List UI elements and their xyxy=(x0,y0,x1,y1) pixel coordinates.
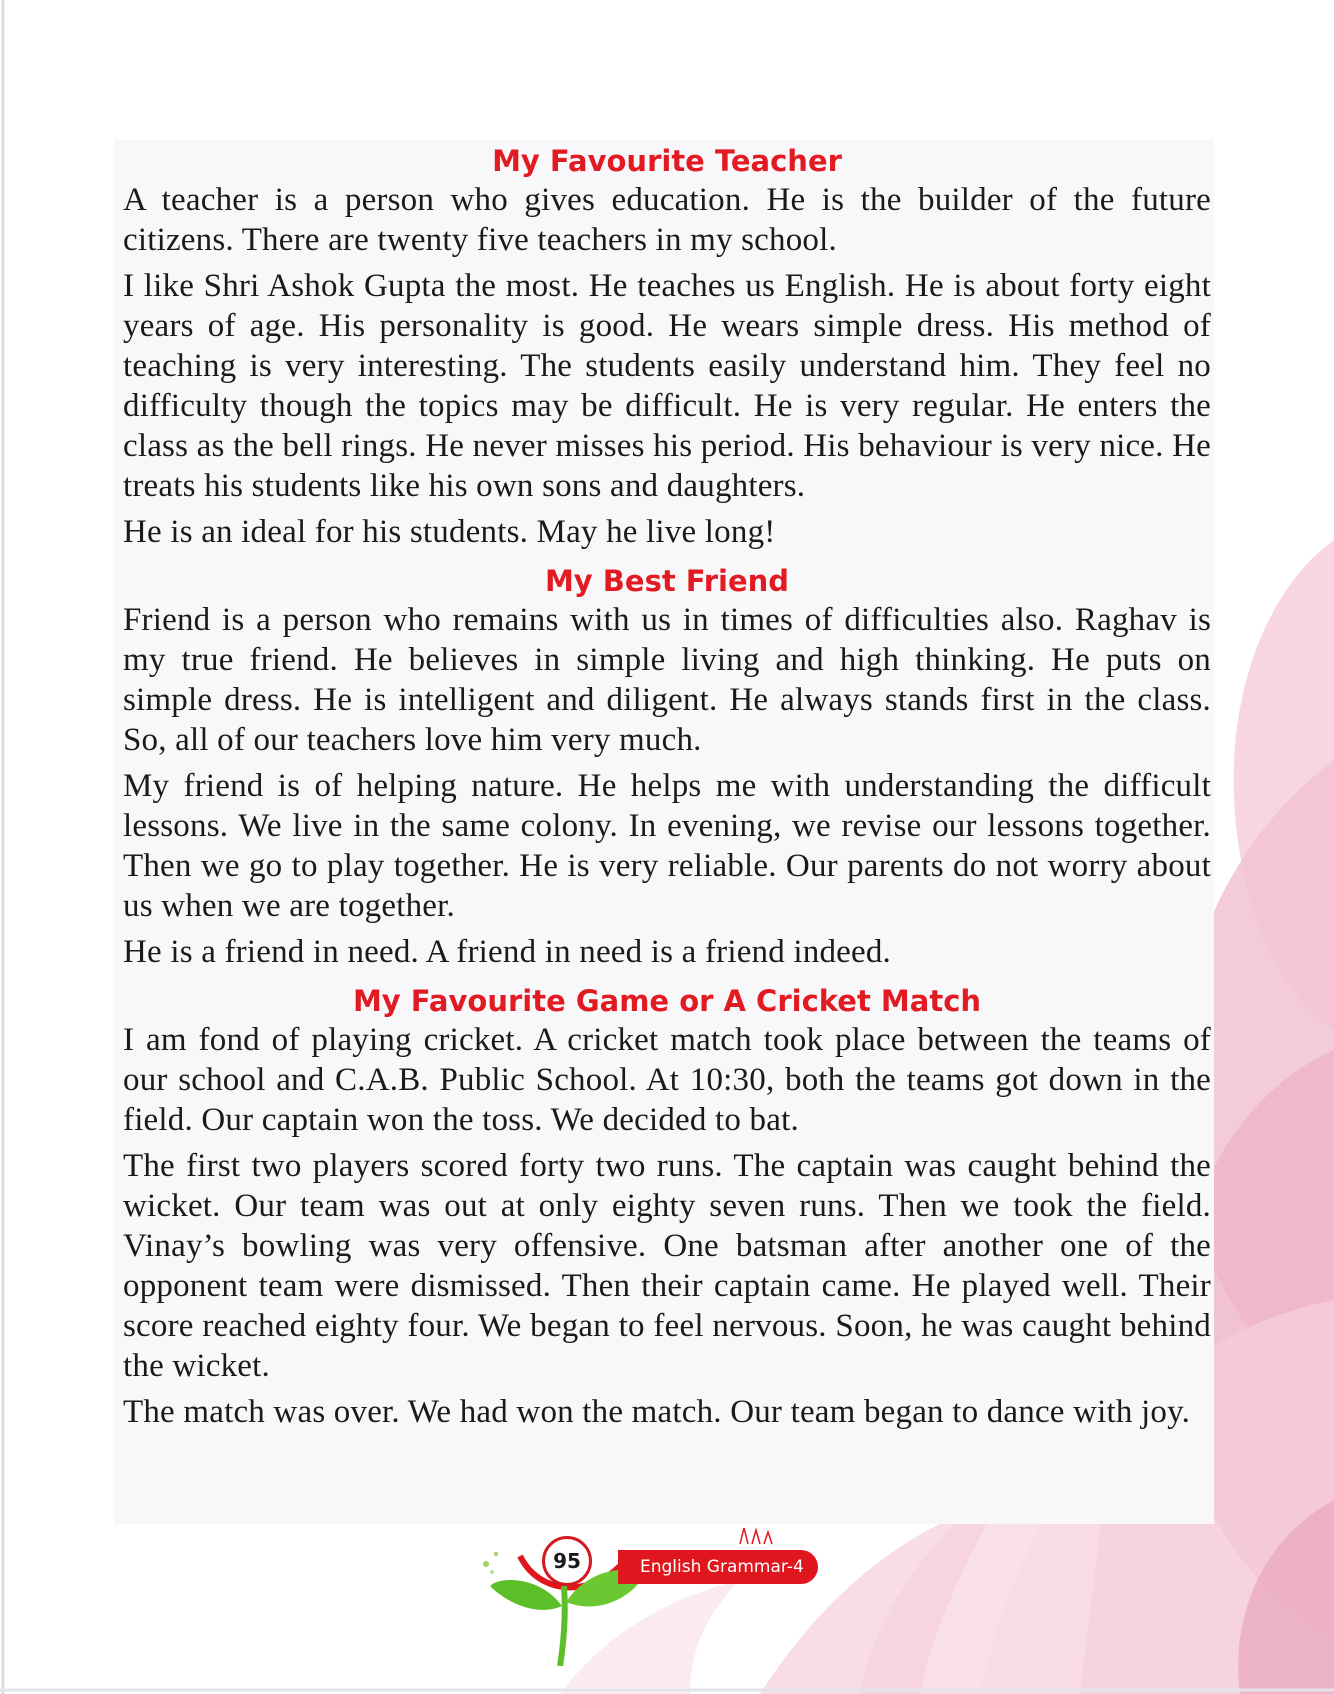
paragraph: My friend is of helping nature. He helps me with understanding the difficult lessons. We live in the same colony. In evening, we revise our lessons together. Then we go to play together. He is very reliable. Our parents do not worry about us when we are together. xyxy=(123,768,1211,924)
paragraph: He is an ideal for his students. May he live long! xyxy=(123,514,776,550)
section-heading: My Favourite Game or A Cricket Match xyxy=(352,984,982,1018)
paragraph: The match was over. We had won the match. Our team began to dance with joy. xyxy=(123,1394,1191,1430)
page-number: 95 xyxy=(542,1536,592,1586)
page-footer xyxy=(480,1526,840,1666)
page-content xyxy=(123,142,1211,1442)
paragraph: The first two players scored forty two runs. The captain was caught behind the wicket. Our team was out at only eighty seven runs. Then we took the field. Vinay’s bowling was very offensive. One batsman after another one of the opponent team were dismissed. Then their captain came. He played well. Their score reached eighty four. We began to feel nervous. Soon, he was caught behind the wicket. xyxy=(123,1148,1211,1384)
section-heading: My Best Friend xyxy=(544,564,790,598)
section-heading: My Favourite Teacher xyxy=(492,144,842,178)
book-title-band: English Grammar-4 xyxy=(618,1550,818,1584)
section-best-friend xyxy=(123,562,1211,972)
paragraph: Friend is a person who remains with us in times of difficulties also. Raghav is my true friend. He believes in simple living and high thinking. He puts on simple dress. He is intelligent and diligent. He always stands first in the class. So, all of our teachers love him very much. xyxy=(123,602,1211,758)
section-cricket-match xyxy=(123,982,1211,1432)
section-favourite-teacher xyxy=(123,142,1211,552)
paragraph: He is a friend in need. A friend in need is a friend indeed. xyxy=(123,934,892,970)
paragraph: I am fond of playing cricket. A cricket match took place between the teams of our school and C.A.B. Public School. At 10:30, both the teams got down in the field. Our captain won the toss. We decided to bat. xyxy=(123,1022,1211,1138)
sprout-icon xyxy=(480,1526,840,1666)
paragraph: I like Shri Ashok Gupta the most. He teaches us English. He is about forty eight years of age. His personality is good. He wears simple dress. His method of teaching is very interesting. The students easily understand him. They feel no difficulty though the topics may be difficult. He is very regular. He enters the class as the bell rings. He never misses his period. His behaviour is very nice. He treats his students like his own sons and daughters. xyxy=(123,268,1211,504)
paragraph: A teacher is a person who gives education. He is the builder of the future citizens. There are twenty five teachers in my school. xyxy=(123,182,1211,258)
